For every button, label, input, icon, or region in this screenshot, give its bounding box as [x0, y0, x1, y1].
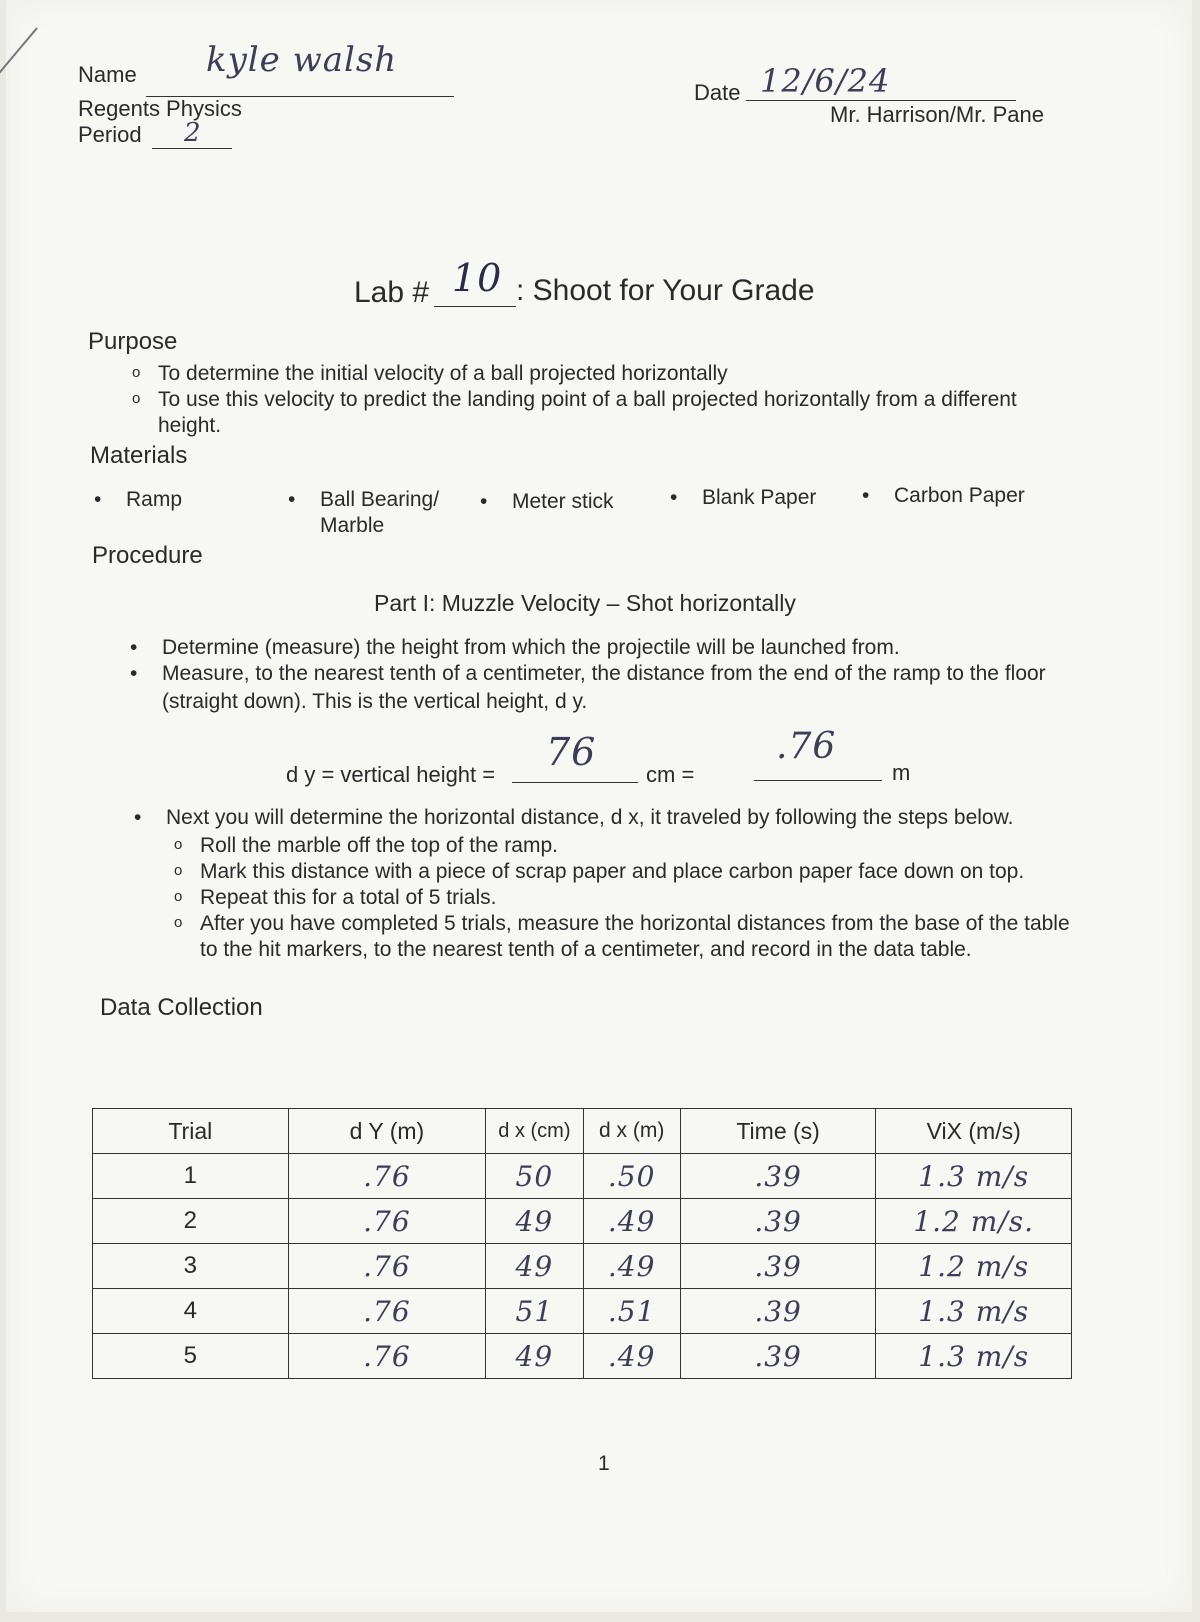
data-table: [92, 1108, 1072, 1379]
cell-dx-m: .51: [583, 1289, 680, 1334]
cell-vix: 1.2 m/s.: [876, 1199, 1072, 1244]
procedure-heading: Procedure: [92, 542, 203, 569]
procedure-bullet-2: • Measure, to the nearest tenth of a centimeter, the distance from the end of the ramp to the floor: [162, 662, 1046, 686]
cell-time: .39: [680, 1154, 876, 1199]
procedure-bullet-1: • Determine (measure) the height from which the projectile will be launched from.: [162, 636, 900, 660]
cell-dx-cm: 51: [486, 1289, 583, 1334]
date-value: 12/6/24: [760, 62, 891, 100]
cell-dx-m: .49: [583, 1199, 680, 1244]
cell-dx-m: .50: [583, 1154, 680, 1199]
table-row: [93, 1199, 1072, 1244]
step-3: o Repeat this for a total of 5 trials.: [200, 886, 496, 910]
col-dx-cm: d x (cm): [486, 1109, 583, 1154]
cell-time: .39: [680, 1334, 876, 1379]
dy-cm-underline: [512, 782, 638, 783]
page-number: 1: [598, 1452, 610, 1475]
date-underline: [746, 100, 1016, 101]
cell-trial: 1: [93, 1154, 289, 1199]
dy-m-underline: [754, 780, 882, 781]
cell-dx-m: .49: [583, 1334, 680, 1379]
teachers: Mr. Harrison/Mr. Pane: [830, 102, 1044, 127]
part-heading-bold: Part I: [374, 590, 429, 616]
material-blank-paper: • Blank Paper: [702, 486, 816, 510]
cell-trial: 5: [93, 1334, 289, 1379]
part-heading: [374, 590, 796, 617]
purpose-item-2: o To use this velocity to predict the landing point of a ball projected horizontally from a different: [158, 388, 1017, 412]
period-value: 2: [184, 118, 202, 148]
cell-vix: 1.3 m/s: [876, 1334, 1072, 1379]
cell-dy: .76: [288, 1154, 486, 1199]
purpose-heading: Purpose: [88, 328, 178, 355]
date-label: Date: [694, 80, 741, 105]
cell-dy: .76: [288, 1289, 486, 1334]
step-4: o After you have completed 5 trials, measure the horizontal distances from the base of the table: [200, 912, 1070, 936]
cell-dx-cm: 50: [486, 1154, 583, 1199]
cell-trial: 2: [93, 1199, 289, 1244]
cell-time: .39: [680, 1199, 876, 1244]
materials-heading: Materials: [90, 442, 188, 469]
cell-vix: 1.2 m/s: [876, 1244, 1072, 1289]
step-4-cont: to the hit markers, to the nearest tenth of a centimeter, and record in the data table.: [200, 938, 972, 961]
data-collection-heading: Data Collection: [100, 994, 263, 1021]
purpose-item-1: o To determine the initial velocity of a ball projected horizontally: [158, 362, 728, 386]
period-label: Period: [78, 122, 142, 147]
lab-number: 10: [452, 256, 503, 300]
table-row: [93, 1154, 1072, 1199]
col-vix: ViX (m/s): [876, 1109, 1072, 1154]
col-time: Time (s): [680, 1109, 876, 1154]
lab-title-prefix: Lab #: [354, 276, 430, 309]
m-label: m: [892, 760, 911, 785]
cell-dy: .76: [288, 1244, 486, 1289]
cell-dy: .76: [288, 1334, 486, 1379]
material-ball-bearing: • Ball Bearing/: [320, 488, 439, 512]
dy-m-value: .76: [776, 726, 837, 767]
cell-trial: 4: [93, 1289, 289, 1334]
next-bullet: • Next you will determine the horizontal distance, d x, it traveled by following the steps below.: [166, 806, 1013, 830]
dy-cm-value: 76: [546, 730, 597, 774]
cell-dx-cm: 49: [486, 1334, 583, 1379]
purpose-item-2-cont: height.: [158, 414, 222, 437]
material-carbon-paper: • Carbon Paper: [894, 484, 1025, 508]
check-mark: [0, 27, 38, 82]
procedure-bullet-2-cont: (straight down). This is the vertical height, d y.: [162, 690, 588, 713]
col-trial: Trial: [93, 1109, 289, 1154]
col-dy-m: d Y (m): [288, 1109, 486, 1154]
part-heading-rest: : Muzzle Velocity – Shot horizontally: [428, 590, 796, 616]
material-meter-stick: • Meter stick: [512, 490, 614, 514]
table-row: [93, 1334, 1072, 1379]
col-dx-m: d x (m): [583, 1109, 680, 1154]
material-marble: Marble: [320, 514, 385, 537]
lab-number-underline: [434, 306, 516, 307]
cell-vix: 1.3 m/s: [876, 1154, 1072, 1199]
table-row: [93, 1289, 1072, 1334]
table-header-row: [93, 1109, 1072, 1154]
table-row: [93, 1244, 1072, 1289]
course-label: Regents Physics: [78, 96, 242, 121]
step-1: o Roll the marble off the top of the ramp.: [200, 834, 558, 858]
cell-time: .39: [680, 1244, 876, 1289]
name-value: kyle walsh: [206, 40, 398, 80]
dy-label: d y = vertical height =: [286, 762, 496, 787]
step-2: o Mark this distance with a piece of scrap paper and place carbon paper face down on top.: [200, 860, 1024, 884]
name-label: Name: [78, 62, 137, 87]
lab-title: : Shoot for Your Grade: [516, 274, 815, 307]
material-ramp: • Ramp: [126, 488, 182, 512]
worksheet-page: [6, 0, 1192, 1612]
period-underline: [152, 148, 232, 149]
cell-time: .39: [680, 1289, 876, 1334]
cell-dx-cm: 49: [486, 1199, 583, 1244]
cell-dy: .76: [288, 1199, 486, 1244]
cell-dx-m: .49: [583, 1244, 680, 1289]
cm-label: cm =: [646, 762, 695, 787]
cell-trial: 3: [93, 1244, 289, 1289]
cell-vix: 1.3 m/s: [876, 1289, 1072, 1334]
cell-dx-cm: 49: [486, 1244, 583, 1289]
